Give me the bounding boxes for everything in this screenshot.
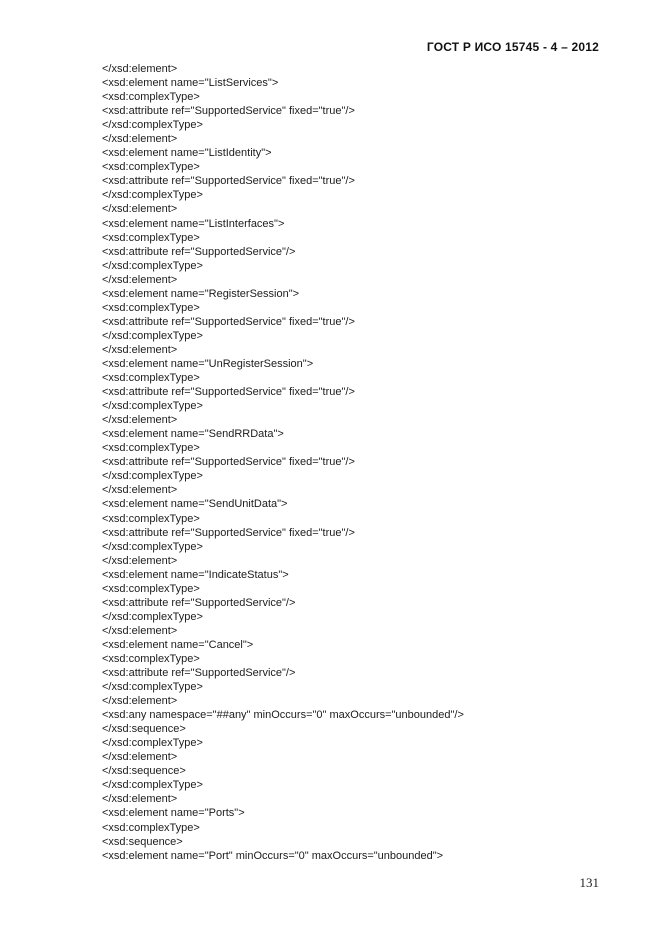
code-line: </xsd:complexType> <box>102 189 203 202</box>
code-line: </xsd:element> <box>102 695 178 708</box>
document-header: ГОСТ Р ИСО 15745 - 4 – 2012 <box>426 40 599 54</box>
code-line: <xsd:element name="UnRegisterSession"> <box>102 357 314 370</box>
code-line: </xsd:complexType> <box>102 470 203 483</box>
code-line: </xsd:complexType> <box>102 540 203 553</box>
code-line: <xsd:complexType> <box>102 442 200 455</box>
code-line: <xsd:complexType> <box>102 231 200 244</box>
code-line: <xsd:attribute ref="SupportedService" fixed="true"/> <box>102 526 355 539</box>
code-line: </xsd:element> <box>102 203 178 216</box>
code-line: </xsd:complexType> <box>102 329 203 342</box>
code-line: <xsd:element name="ListServices"> <box>102 77 279 90</box>
code-line: </xsd:element> <box>102 273 178 286</box>
code-line: <xsd:element name="ListInterfaces"> <box>102 217 285 230</box>
code-line: <xsd:complexType> <box>102 821 200 834</box>
code-line: <xsd:attribute ref="SupportedService"/> <box>102 596 296 609</box>
code-line: </xsd:element> <box>102 751 178 764</box>
code-line: </xsd:element> <box>102 343 178 356</box>
code-line: </xsd:complexType> <box>102 119 203 132</box>
code-line: <xsd:complexType> <box>102 512 200 525</box>
code-line: </xsd:element> <box>102 414 178 427</box>
code-line: <xsd:attribute ref="SupportedService"/> <box>102 245 296 258</box>
page-number: 131 <box>579 875 599 890</box>
code-line: <xsd:element name="Port" minOccurs="0" maxOccurs="unbounded"> <box>102 849 444 862</box>
code-line: </xsd:complexType> <box>102 610 203 623</box>
code-line: </xsd:sequence> <box>102 723 186 736</box>
code-line: <xsd:element name="Cancel"> <box>102 638 254 651</box>
code-line: <xsd:complexType> <box>102 582 200 595</box>
code-line: <xsd:element name="IndicateStatus"> <box>102 568 289 581</box>
code-line: <xsd:element name="Ports"> <box>102 807 245 820</box>
code-line: <xsd:sequence> <box>102 835 183 848</box>
code-line: </xsd:sequence> <box>102 765 186 778</box>
code-line: </xsd:element> <box>102 793 178 806</box>
code-line: </xsd:element> <box>102 484 178 497</box>
code-line: </xsd:complexType> <box>102 400 203 413</box>
code-line: <xsd:element name="ListIdentity"> <box>102 147 272 160</box>
code-line: <xsd:attribute ref="SupportedService" fixed="true"/> <box>102 105 355 118</box>
code-line: </xsd:complexType> <box>102 259 203 272</box>
code-line: <xsd:complexType> <box>102 372 200 385</box>
code-line: <xsd:any namespace="##any" minOccurs="0" maxOccurs="unbounded"/> <box>102 709 464 722</box>
code-line: <xsd:element name="SendRRData"> <box>102 428 284 441</box>
code-line: <xsd:element name="SendUnitData"> <box>102 498 288 511</box>
code-line: <xsd:complexType> <box>102 652 200 665</box>
xsd-code-listing <box>102 62 464 863</box>
code-line: <xsd:attribute ref="SupportedService" fixed="true"/> <box>102 456 355 469</box>
code-line: <xsd:complexType> <box>102 301 200 314</box>
code-line: <xsd:attribute ref="SupportedService" fixed="true"/> <box>102 386 355 399</box>
code-line: </xsd:element> <box>102 133 178 146</box>
code-line: <xsd:element name="RegisterSession"> <box>102 287 300 300</box>
code-line: <xsd:attribute ref="SupportedService" fixed="true"/> <box>102 315 355 328</box>
code-line: </xsd:element> <box>102 63 178 75</box>
code-line: <xsd:complexType> <box>102 161 200 174</box>
code-line: </xsd:complexType> <box>102 779 203 792</box>
code-line: <xsd:complexType> <box>102 91 200 104</box>
code-line: <xsd:attribute ref="SupportedService"/> <box>102 667 296 680</box>
code-line: </xsd:element> <box>102 554 178 567</box>
code-line: <xsd:attribute ref="SupportedService" fixed="true"/> <box>102 175 355 188</box>
code-line: </xsd:complexType> <box>102 681 203 694</box>
code-line: </xsd:complexType> <box>102 737 203 750</box>
code-line: </xsd:element> <box>102 624 178 637</box>
